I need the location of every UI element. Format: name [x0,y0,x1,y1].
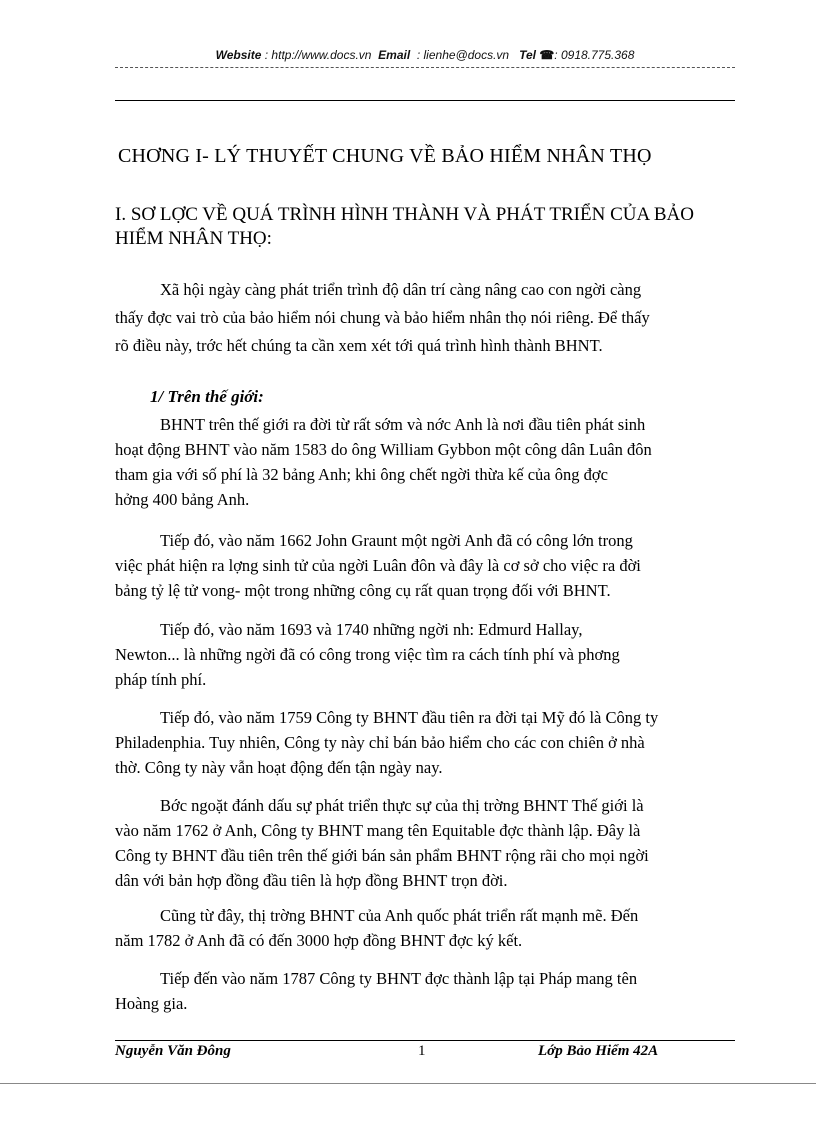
intro-line: Xã hội ngày càng phát triển trình độ dân trí càng nâng cao con ngời càng [160,280,642,299]
paragraph-1 [115,412,735,512]
paragraph-5 [115,793,735,893]
paragraph-line: Tiếp đó, vào năm 1759 Công ty BHNT đầu tiên ra đời tại Mỹ đó là Công ty [160,708,659,727]
paragraph-3 [115,617,735,692]
paragraph-line: dân với bản hợp đồng đầu tiên là hợp đồng BHNT trọn đời. [115,871,508,890]
footer-class: Lớp Bảo Hiểm 42A [538,1043,659,1059]
intro-line: rõ điều này, trớc hết chúng ta cần xem xét tới quá trình hình thành BHNT. [115,336,603,355]
header-divider [115,67,735,68]
tel-label: Tel [519,48,536,62]
paragraph-line: bảng tỷ lệ tử vong- một trong những công cụ rất quan trọng đối với BHNT. [115,581,611,600]
email-label: Email [378,48,411,62]
paragraph-line: BHNT trên thế giới ra đời từ rất sớm và nớc Anh là nơi đầu tiên phát sinh [160,415,646,434]
page-header [115,48,735,62]
paragraph-line: vào năm 1762 ở Anh, Công ty BHNT mang tên Equitable đợc thành lập. Đây là [115,821,641,840]
section-title: I. SƠ LỢC VỀ QUÁ TRÌNH HÌNH THÀNH VÀ PHÁT TRIỂN CỦA BẢO HIỂM NHÂN THỌ: [115,204,694,249]
paragraph-line: thờ. Công ty này vẫn hoạt động đến tận ngày nay. [115,758,443,777]
paragraph-line: việc phát hiện ra lợng sinh tử của ngời Luân đôn và đây là cơ sở cho việc ra đời [115,556,641,575]
top-divider [115,100,735,101]
footer-author: Nguyễn Văn Đông [115,1043,231,1059]
chapter-title: CHƠNG I- LÝ THUYẾT CHUNG VỀ BẢO HIỂM NHÂN THỌ [118,145,652,167]
paragraph-line: Cũng từ đây, thị trờng BHNT của Anh quốc phát triển rất mạnh mẽ. Đến [160,906,639,925]
paragraph-4 [115,705,735,780]
paragraph-line: Tiếp đó, vào năm 1662 John Graunt một ngời Anh đã có công lớn trong [160,531,633,550]
subheading: 1/ Trên thế giới: [150,387,264,406]
paragraph-line: hoạt động BHNT vào năm 1583 do ông William Gybbon một công dân Luân đôn [115,440,652,459]
paragraph-line: Công ty BHNT đầu tiên trên thế giới bán sản phẩm BHNT rộng rãi cho mọi ngời [115,846,649,865]
paragraph-2 [115,528,735,603]
intro-paragraph [115,276,735,360]
website-value: : http://www.docs.vn [264,48,372,62]
tel-value: : 0918.775.368 [554,48,635,62]
paragraph-line: Bớc ngoặt đánh dấu sự phát triển thực sự của thị trờng BHNT Thế giới là [160,796,644,815]
paragraph-line: Tiếp đến vào năm 1787 Công ty BHNT đợc thành lập tại Pháp mang tên [160,969,638,988]
phone-icon: ☎ [539,48,555,62]
website-label: Website [215,48,262,62]
page-bottom-edge [0,1083,816,1084]
paragraph-6 [115,903,735,953]
paragraph-line: năm 1782 ở Anh đã có đến 3000 hợp đồng BHNT đợc ký kết. [115,931,523,950]
page-number: 1 [418,1043,426,1059]
paragraph-line: tham gia với số phí là 32 bảng Anh; khi ông chết ngời thừa kế của ông đợc [115,465,608,484]
paragraph-line: Philadenphia. Tuy nhiên, Công ty này chỉ bán bảo hiểm cho các con chiên ở nhà [115,733,645,752]
paragraph-line: hởng 400 bảng Anh. [115,490,250,509]
paragraph-line: Hoàng gia. [115,994,188,1013]
paragraph-line: Newton... là những ngời đã có công trong việc tìm ra cách tính phí và phơng [115,645,620,664]
email-value: : lienhe@docs.vn [416,48,510,62]
footer-divider [115,1040,735,1041]
paragraph-line: Tiếp đó, vào năm 1693 và 1740 những ngời nh: Edmurd Hallay, [160,620,583,639]
paragraph-7 [115,966,735,1016]
paragraph-line: pháp tính phí. [115,670,207,689]
intro-line: thấy đợc vai trò của bảo hiểm nói chung và bảo hiểm nhân thọ nói riêng. Để thấy [115,308,650,327]
